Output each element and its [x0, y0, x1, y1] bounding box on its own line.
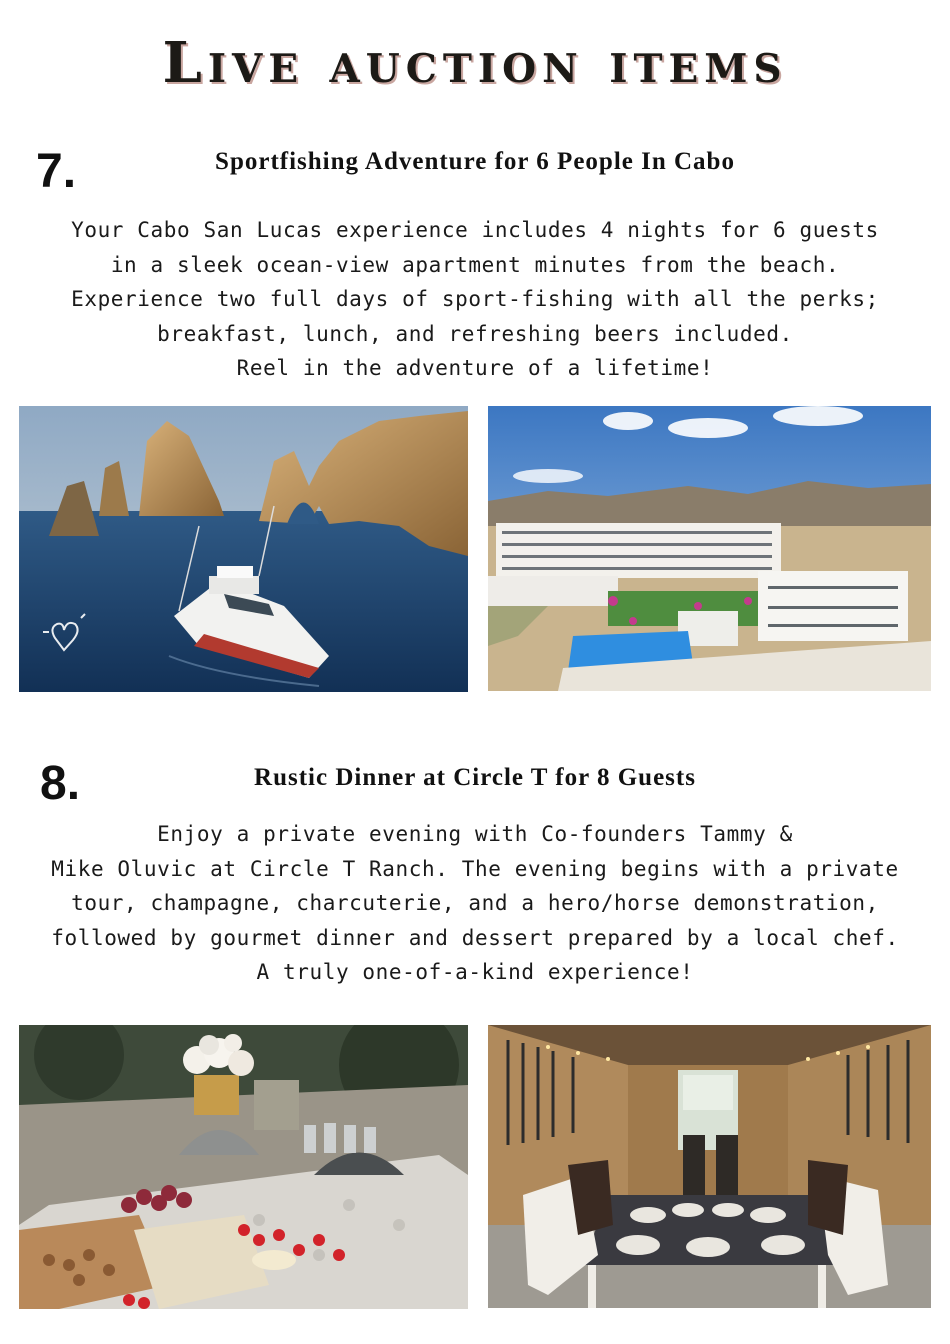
item-title: Rustic Dinner at Circle T for 8 Guests [254, 764, 696, 791]
description-line: Enjoy a private evening with Co-founders Tammy & [157, 822, 793, 846]
description-line: Your Cabo San Lucas experience includes 4 nights for 6 guests [71, 218, 879, 242]
item-description [20, 817, 930, 990]
sportfishing-boat-arch-photo [19, 406, 468, 692]
charcuterie-table-photo [19, 1025, 468, 1309]
description-line: followed by gourmet dinner and dessert prepared by a local chef. [51, 925, 899, 950]
description-line: tour, champagne, charcuterie, and a hero/horse demonstration, [71, 891, 879, 915]
description-line: breakfast, lunch, and refreshing beers included. [157, 321, 793, 346]
description-line: in a sleek ocean-view apartment minutes from the beach. [110, 252, 840, 277]
item-title: Sportfishing Adventure for 6 People In Cabo [215, 148, 735, 175]
barn-dinner-table-photo [488, 1025, 931, 1308]
description-line: Reel in the adventure of a lifetime! [236, 356, 714, 380]
description-line: Mike Oluvic at Circle T Ranch. The evening begins with a private [51, 856, 899, 881]
item-description [20, 213, 930, 386]
description-line: A truly one-of-a-kind experience! [256, 960, 694, 984]
item-number: 8. [40, 757, 81, 810]
oceanview-apartment-complex-photo [488, 406, 931, 691]
item-number: 7. [36, 145, 77, 198]
description-line: Experience two full days of sport-fishing with all the perks; [71, 287, 879, 311]
page-title: Live auction items [162, 30, 788, 96]
